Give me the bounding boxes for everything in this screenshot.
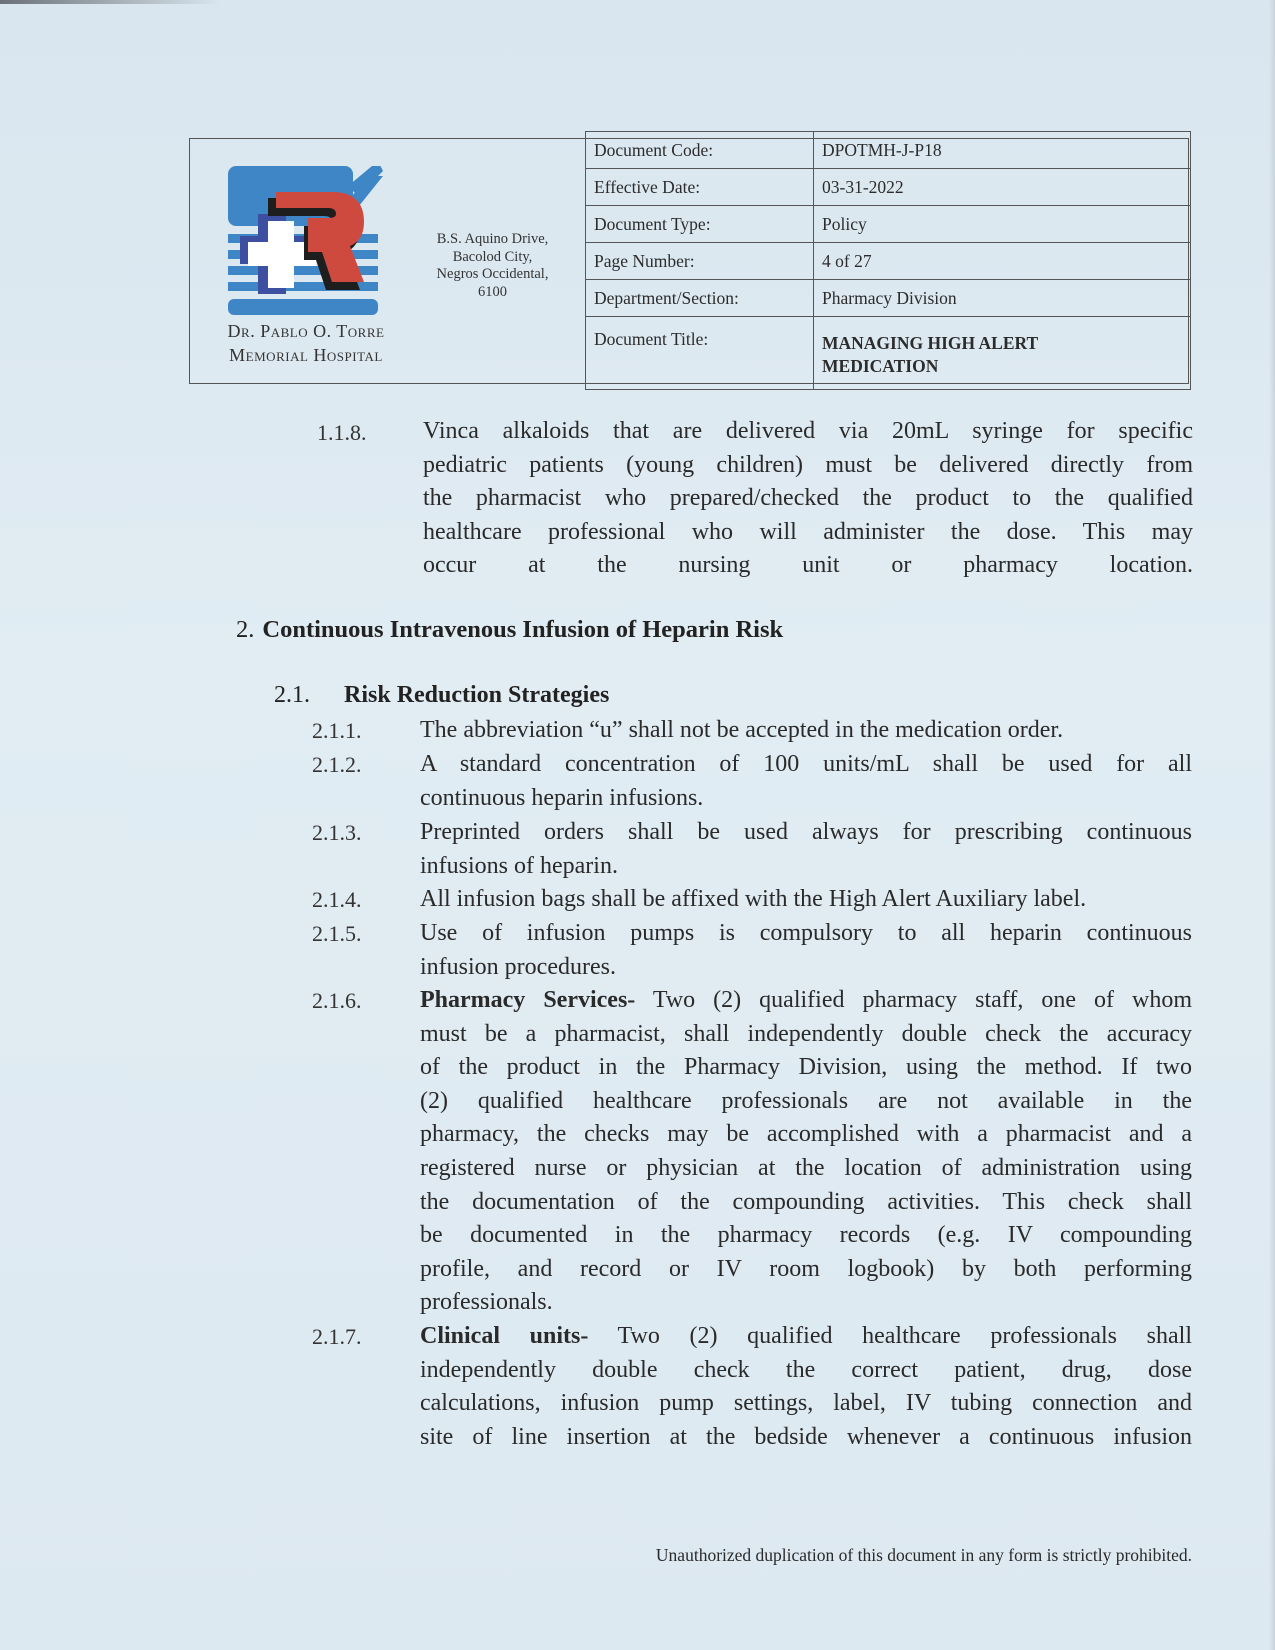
text-line: Preprinted orders shall be used always for prescribing continuous [420, 819, 1192, 845]
meta-row-page-number [586, 243, 1191, 280]
item-2-1-4-text [420, 883, 1192, 917]
item-number: 2.1.6. [312, 988, 362, 1013]
lead-text: Two (2) qualified healthcare professionals shall [588, 1323, 1192, 1349]
meta-row-effective-date [586, 169, 1191, 206]
text-line: pharmacy, the checks may be accomplished with a pharmacist and a [420, 1121, 1192, 1148]
item-2-1-1-text [420, 714, 1192, 748]
subsection-number: 2.1. [274, 682, 310, 708]
effective-date-value: 03-31-2022 [814, 169, 1191, 206]
item-number: 2.1.1. [312, 718, 362, 743]
address-line: 6100 [478, 283, 507, 300]
lead-label: Clinical units- [420, 1323, 589, 1349]
text-line: healthcare professional who will administer the dose. This may [423, 518, 1193, 545]
hospital-name [196, 319, 416, 367]
address-line: Negros Occidental, [436, 266, 549, 282]
text-line: of the product in the Pharmacy Division, using the method. If two [420, 1054, 1192, 1081]
meta-row-document-title [586, 317, 1191, 390]
meta-label: Document Title: [586, 317, 814, 390]
text-line: professionals. [420, 1289, 553, 1316]
lead-label: Pharmacy Services- [420, 987, 636, 1013]
document-header [189, 138, 1189, 384]
meta-label: Department/Section: [586, 280, 814, 317]
text-line: registered nurse or physician at the location of administration using [420, 1154, 1192, 1181]
text-line [420, 984, 1192, 1018]
scan-edge-shadow [0, 0, 220, 4]
hospital-address [410, 231, 575, 301]
text-line: must be a pharmacist, shall independently double check the accuracy [420, 1020, 1192, 1047]
text-line: the pharmacist who prepared/checked the product to the qualified [423, 485, 1193, 512]
section-title: Continuous Intravenous Infusion of Heparin Risk [262, 616, 784, 643]
text-line: Use of infusion pumps is compulsory to all heparin continuous [420, 920, 1192, 946]
text-line: continuous heparin infusions. [420, 784, 704, 811]
item-1-1-8-text [423, 415, 1193, 583]
meta-label: Page Number: [586, 243, 814, 280]
text-line: the documentation of the compounding activities. This check shall [420, 1188, 1192, 1215]
document-title-value [814, 317, 1191, 390]
document-title-line2: MEDICATION [822, 356, 939, 376]
address-line: B.S. Aquino Drive, [436, 231, 549, 247]
item-2-1-6-text [420, 984, 1192, 1320]
text-line [420, 1320, 1192, 1354]
scan-edge-shadow-right [1269, 0, 1275, 1650]
text-line: Vinca alkaloids that are delivered via 20mL syringe for specific [423, 418, 1193, 444]
department-value: Pharmacy Division [814, 280, 1191, 317]
meta-row-department [586, 280, 1191, 317]
text-line: occur at the nursing unit or pharmacy location. [423, 552, 1193, 579]
hospital-logo-icon [228, 166, 383, 318]
item-number: 2.1.7. [312, 1324, 362, 1349]
meta-row-document-type [586, 206, 1191, 243]
text-line: All infusion bags shall be affixed with the High Alert Auxiliary label. [420, 886, 1087, 912]
item-number: 2.1.2. [312, 752, 362, 777]
item-2-1-2-text [420, 748, 1192, 815]
page-number-value: 4 of 27 [814, 243, 1191, 280]
meta-label: Effective Date: [586, 169, 814, 206]
address-line: Bacolod City, [452, 248, 533, 265]
text-line: A standard concentration of 100 units/mL shall be used for all [420, 751, 1192, 777]
hospital-name-line2: Memorial Hospital [229, 345, 383, 365]
document-meta-table [585, 131, 1191, 390]
meta-label: Document Code: [586, 132, 814, 169]
section-number: 2. [236, 616, 255, 643]
text-line: profile, and record or IV room logbook) by both performing [420, 1255, 1192, 1282]
item-2-1-3-text [420, 816, 1192, 883]
hospital-name-line1: Dr. Pablo O. Torre [227, 321, 385, 341]
text-line: infusions of heparin. [420, 852, 618, 879]
section-heading [236, 616, 783, 644]
item-number: 2.1.5. [312, 921, 362, 946]
text-line: infusion procedures. [420, 953, 616, 980]
text-line: calculations, infusion pump settings, label, IV tubing connection and [420, 1390, 1192, 1417]
text-line: independently double check the correct patient, drug, dose [420, 1356, 1192, 1383]
document-title-line1: MANAGING HIGH ALERT [822, 333, 1039, 353]
footer-notice: Unauthorized duplication of this document in any form is strictly prohibited. [655, 1545, 1192, 1565]
item-number: 2.1.4. [312, 887, 362, 912]
item-2-1-7-text [420, 1320, 1192, 1454]
text-line: pediatric patients (young children) must be delivered directly from [423, 451, 1193, 478]
text-line: The abbreviation “u” shall not be accepted in the medication order. [420, 717, 1064, 743]
subsection-title: Risk Reduction Strategies [344, 682, 610, 708]
item-number: 1.1.8. [317, 420, 367, 445]
text-line: be documented in the pharmacy records (e.g. IV compounding [420, 1222, 1192, 1249]
lead-text: Two (2) qualified pharmacy staff, one of whom [635, 987, 1193, 1013]
meta-label: Document Type: [586, 206, 814, 243]
item-number: 2.1.3. [312, 820, 362, 845]
text-line: (2) qualified healthcare professionals are not available in the [420, 1087, 1192, 1114]
text-line: site of line insertion at the bedside whenever a continuous infusion [420, 1423, 1192, 1450]
document-code-value: DPOTMH-J-P18 [814, 132, 1191, 169]
item-2-1-5-text [420, 917, 1192, 984]
meta-row-document-code [586, 132, 1191, 169]
document-type-value: Policy [814, 206, 1191, 243]
